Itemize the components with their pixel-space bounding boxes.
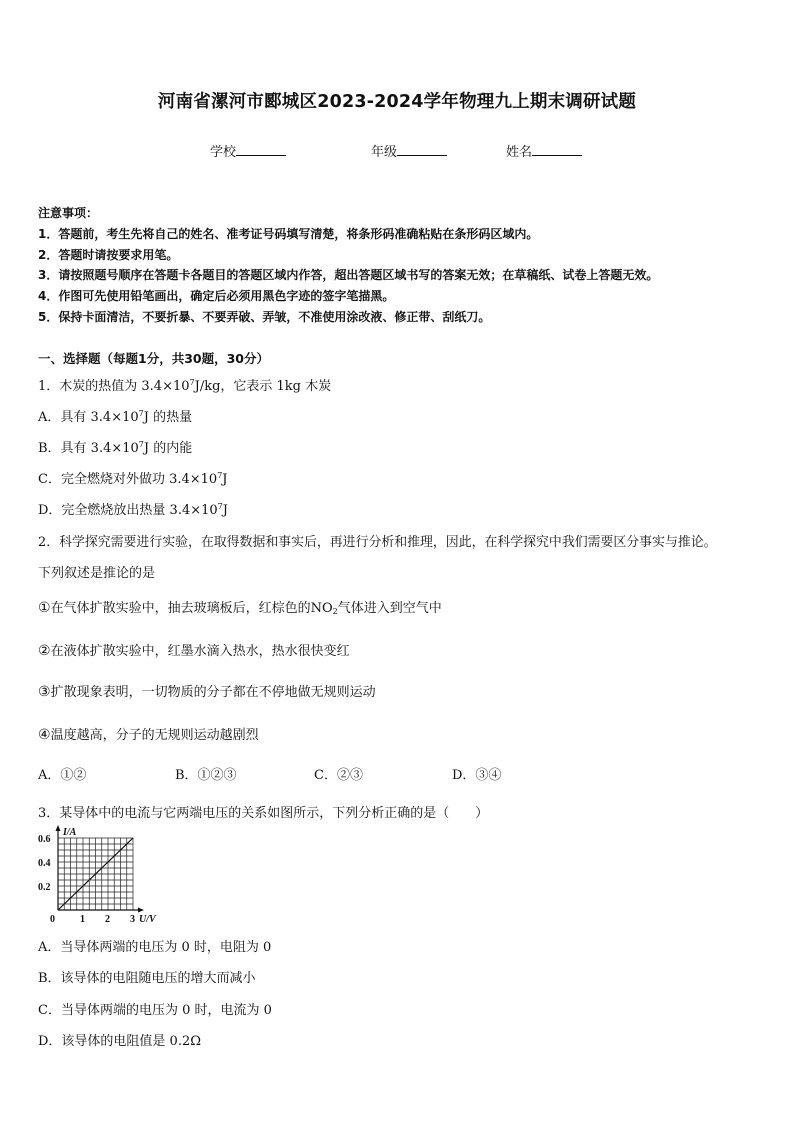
- question-2-option-c: C．②③: [314, 768, 363, 783]
- y-axis-label: I/A: [63, 827, 77, 838]
- notice-item: 3．请按照题号顺序在答题卡各题目的答题区域内作答，超出答题区域书写的答案无效；在草稿纸、试卷上答题无效。: [38, 268, 659, 282]
- notice-item: 2．答题时请按要求用笔。: [38, 248, 179, 262]
- question-1-stem: 1．木炭的热值为 $3.4\times 10^7J/kg$，它表示 1kg 木炭: [38, 378, 332, 394]
- grade-field: [371, 141, 447, 160]
- question-2-statement-1: ①在气体扩散实验中，抽去玻璃板后，红棕色的$NO_2$气体进入到空气中: [38, 600, 442, 616]
- notice-item: 1．答题前，考生先将自己的姓名、准考证号码填写清楚，将条形码准确粘贴在条形码区域内。: [38, 227, 539, 241]
- y-tick-label: 0.4: [38, 858, 51, 869]
- y-tick-label: 0.6: [38, 834, 51, 845]
- page-title: 河南省漯河市郾城区2023-2024学年物理九上期末调研试题: [157, 92, 637, 112]
- question-3-option-a: A．当导体两端的电压为 0 时，电阻为 0: [38, 940, 272, 955]
- question-2-stem-line2: 下列叙述是推论的是: [38, 566, 156, 581]
- question-3-stem: 3．某导体中的电流与它两端电压的关系如图所示，下列分析正确的是（ ）: [38, 806, 489, 821]
- question-1-option-a: A．具有 $3.4\times 10^7J$ 的热量: [38, 409, 193, 425]
- grade-label: 年级: [371, 145, 398, 160]
- x-axis-arrow: [138, 908, 144, 913]
- question-2-statement-2: ②在液体扩散实验中，红墨水滴入热水，热水很快变红: [38, 643, 350, 659]
- current-voltage-chart: [36, 824, 166, 926]
- question-2-statement-4: ④温度越高，分子的无规则运动越剧烈: [38, 727, 259, 743]
- x-axis-label: U/V: [139, 914, 156, 925]
- question-2-option-d: D．③④: [452, 768, 502, 783]
- question-1-option-d: D．完全燃烧放出热量 $3.4\times 10^7J$: [38, 502, 228, 518]
- y-tick-label: 0.2: [38, 882, 51, 893]
- x-tick-label: 1: [80, 914, 85, 925]
- school-label: 学校: [210, 145, 237, 160]
- question-3-option-d: D．该导体的电阻值是 0.2Ω: [38, 1034, 202, 1049]
- x-tick-label: 2: [105, 914, 110, 925]
- name-label: 姓名: [506, 145, 533, 160]
- question-2-statement-3: ③扩散现象表明，一切物质的分子都在不停地做无规则运动: [38, 684, 376, 700]
- notice-item: 5．保持卡面清洁，不要折暴、不要弄破、弄皱，不准使用涂改液、修正带、刮纸刀。: [38, 310, 491, 324]
- x-tick-label: 3: [130, 914, 135, 925]
- question-3-option-b: B．该导体的电阻随电压的增大而减小: [38, 971, 256, 986]
- question-2-option-b: B．①②③: [175, 768, 237, 783]
- question-2-stem: 2．科学探究需要进行实验，在取得数据和事实后，再进行分析和推理，因此，在科学探究中我们需要区分事实与推论。: [38, 535, 717, 550]
- x-tick-label: 0: [50, 914, 55, 925]
- notice-heading: 注意事项：: [38, 206, 99, 220]
- question-1-option-c: C．完全燃烧对外做功 $3.4\times 10^7J$: [38, 471, 228, 487]
- notice-item: 4．作图可先使用铅笔画出，确定后必须用黑色字迹的签字笔描黑。: [38, 289, 395, 303]
- question-2-option-a: A．①②: [38, 768, 87, 783]
- school-field: [210, 141, 286, 160]
- question-1-option-b: B．具有 $3.4\times 10^7J$ 的内能: [38, 440, 193, 456]
- y-axis-arrow: [56, 825, 61, 831]
- section-heading: 一、选择题（每题1分，共30题，30分）: [38, 351, 269, 366]
- name-blank: [532, 143, 582, 156]
- question-3-option-c: C．当导体两端的电压为 0 时，电流为 0: [38, 1003, 272, 1018]
- school-blank: [236, 143, 286, 156]
- name-field: [506, 141, 582, 160]
- grade-blank: [397, 143, 447, 156]
